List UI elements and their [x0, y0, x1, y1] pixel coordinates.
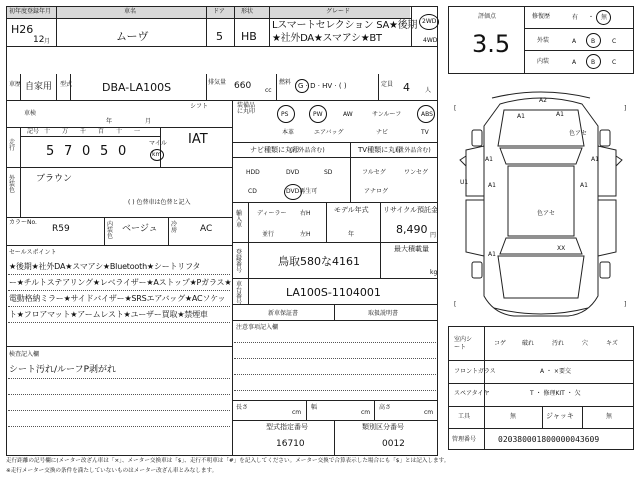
odometer-digit: 5: [100, 144, 109, 159]
damage-mark: A1: [556, 111, 564, 118]
model-label: 型式: [60, 81, 73, 88]
class-num-value: 0012: [382, 439, 405, 449]
equipment-item: PS: [281, 111, 289, 118]
damage-mark: U1: [460, 179, 469, 186]
class-num-label: 類別区分番号: [362, 423, 404, 431]
usage-label: 車歴: [9, 81, 22, 88]
max-load-label: 最大積載量: [394, 245, 429, 253]
interior-eval-label: 内装: [537, 58, 550, 65]
body-shape: HB: [241, 30, 257, 43]
equipment-item-circle: [417, 105, 435, 123]
interior-color-value: ベージュ: [122, 224, 158, 234]
grade-line-2: ★社外DA★スマアシ★BT: [272, 33, 382, 44]
equipment-item: PW: [313, 111, 323, 118]
equipment-item: エアバッグ: [314, 129, 344, 136]
svg-text:[: [: [454, 105, 457, 112]
mgmt-label: 管理番号: [452, 436, 477, 443]
damage-mark: A1: [517, 113, 525, 120]
drive-2wd: 2WD: [422, 18, 437, 25]
color-label: 外装色: [9, 175, 16, 194]
new-warranty-label: 新車保証書: [268, 310, 299, 317]
first-reg-month: 12: [33, 35, 45, 45]
width-label: 幅: [311, 404, 318, 411]
svg-text:]: ]: [624, 105, 627, 112]
odometer-digit: 7: [64, 144, 73, 159]
capacity-label: 定員: [381, 81, 394, 88]
width-unit: cm: [361, 409, 371, 416]
max-load-unit: kg: [430, 269, 438, 276]
first-reg-month-unit: 月: [44, 38, 51, 45]
odometer-digit: 0: [82, 144, 91, 159]
height-unit: cm: [424, 409, 434, 416]
length-label: 長さ: [236, 404, 249, 411]
model-year-label: モデル年式: [334, 206, 369, 214]
odometer-place-label: 十: [44, 128, 51, 135]
sales-line-2: ー★チルトステアリング★レベライザー★Aストップ★Pガラス★: [9, 278, 232, 287]
seat-option: 穴: [582, 340, 589, 347]
damage-mark: A1: [488, 182, 496, 189]
inspection-label: 車検: [24, 110, 37, 117]
car-damage-diagram: [448, 86, 634, 322]
damage-mark: A1: [580, 182, 588, 189]
navi-sd: SD: [324, 169, 333, 176]
odometer-place-label: 百: [98, 128, 105, 135]
odometer-place-label: 一: [134, 128, 141, 135]
door-count: 5: [216, 30, 223, 43]
equipment-item-circle: [309, 105, 327, 123]
recycle-value: 8,490: [396, 223, 428, 236]
equipment-item: ナビ: [376, 129, 389, 136]
navi-title: ナビ種類に丸印: [250, 146, 299, 154]
car-name: ムーヴ: [116, 30, 149, 43]
equipment-item: ABS: [421, 111, 433, 118]
repair-has: 有: [572, 14, 579, 21]
inspection-year: 年: [106, 118, 113, 125]
damage-mark: A1: [485, 156, 493, 163]
glass-label: フロントガラス: [454, 368, 496, 375]
exterior-a: A: [572, 38, 577, 45]
odometer-digit: 5: [46, 144, 55, 159]
usage-value: 自家用: [25, 82, 53, 92]
damage-mark: A2: [539, 97, 547, 104]
equipment-item-circle: [277, 105, 295, 123]
seat-label: 室内シート: [454, 336, 473, 351]
color-code-value: R59: [52, 224, 70, 234]
damage-mark: 色アセ: [537, 210, 555, 217]
mgmt-value: 020380001800000043609: [498, 435, 600, 444]
odometer-label: 走行: [9, 139, 16, 152]
door-label: ドア: [213, 8, 225, 15]
length-unit: cm: [292, 409, 302, 416]
ac-value: AC: [200, 224, 213, 234]
repair-label: 修復歴: [532, 13, 551, 20]
import-label: 輸入車: [236, 210, 243, 229]
model-code: DBA-LA100S: [102, 81, 172, 94]
color-value: ブラウン: [36, 174, 73, 184]
right-hand-label: 右H: [300, 210, 311, 217]
svg-text:[: [: [454, 301, 457, 308]
type-num-label: 型式指定番号: [266, 423, 308, 431]
equipment-item: TV: [421, 129, 429, 136]
footer-line-2: ※走行メーター交換の条件を満たしていないものはメーター改ざん車とみなします。: [6, 468, 218, 474]
equipment-item: 本革: [282, 129, 295, 136]
navi-dvd-play-circle: [284, 184, 302, 200]
sales-line-4: ト★フロアマット★アームレスト★ユーザー買取★禁煙車: [9, 310, 208, 319]
odometer-place-label: 十: [116, 128, 123, 135]
height-label: 高さ: [379, 404, 392, 411]
odometer-place-label: 記号: [27, 128, 40, 135]
inspector-notes-text: シート汚れ/ルーフP剥がれ: [9, 365, 117, 375]
interior-a: A: [572, 59, 577, 66]
exterior-b: B: [591, 38, 596, 45]
navi-hdd: HDD: [246, 169, 260, 176]
km-label: km: [152, 151, 162, 158]
tv-title: TV種類に丸印: [358, 146, 403, 154]
interior-b: B: [591, 59, 596, 66]
mile-label: マイル: [149, 140, 167, 147]
inspection-month: 月: [145, 118, 152, 125]
seat-option: 汚れ: [552, 340, 565, 347]
color-code-label: カラーNo.: [9, 219, 37, 226]
name-label: 車名: [124, 8, 137, 15]
odometer-place-label: 万: [62, 128, 69, 135]
score-label: 評価点: [478, 13, 497, 20]
notes-label: 注意事項記入欄: [236, 324, 279, 331]
damage-mark: A1: [591, 156, 599, 163]
navi-sub: (社外品含む): [290, 147, 325, 154]
capacity-unit: 人: [425, 87, 432, 94]
left-hand-label: 左H: [300, 231, 311, 238]
model-year-unit: 年: [348, 231, 355, 238]
tv-analog: アナログ: [364, 188, 389, 195]
first-reg-label: 初年度登録年月: [9, 8, 52, 15]
capacity-value: 4: [403, 81, 410, 94]
type-num-value: 16710: [276, 439, 305, 449]
drive-4wd: 4WD: [423, 37, 438, 44]
grade-label: グレード: [326, 8, 351, 15]
navi-cd: CD: [248, 188, 257, 195]
shape-label: 形状: [241, 8, 254, 15]
odometer-digit: 0: [118, 144, 127, 159]
shift-label: シフト: [190, 103, 209, 110]
odometer-place-label: 千: [80, 128, 87, 135]
grade-line-1: Lスマートセレクション SA★後期: [272, 20, 418, 31]
manual-label: 取扱説明書: [368, 310, 399, 317]
seat-option: コゲ: [494, 340, 507, 347]
equipment-item: AW: [343, 111, 353, 118]
jack-value: 無: [606, 413, 613, 420]
equipment-item: サンルーフ: [372, 111, 402, 118]
parallel-label: 並行: [262, 231, 275, 238]
damage-mark: 色アセ: [569, 130, 587, 137]
interior-c: C: [612, 59, 617, 66]
spare-options: T ・ 修理KIT ・ 欠: [530, 390, 581, 397]
fuel-options: G · D · HV · ( ): [298, 82, 347, 90]
jack-label: ジャッキ: [546, 412, 574, 420]
damage-mark: A1: [488, 251, 496, 258]
sales-line-1: ★後期★社外DA★スマアシ★Bluetooth★シートリフタ: [9, 262, 201, 271]
equipment-label: 装備品に丸印: [237, 102, 256, 115]
inspector-notes-label: 検査記入欄: [9, 351, 40, 358]
interior-color-label: 内装色: [107, 221, 114, 240]
displacement-label: 排気量: [208, 79, 227, 86]
chassis-label: 車台番号: [236, 281, 243, 306]
seat-option: 破れ: [522, 340, 535, 347]
tv-oneseg: ワンセグ: [404, 169, 429, 176]
navi-dvd-play: DVD再生可: [286, 188, 318, 195]
score-value: 3.5: [472, 30, 511, 58]
dealer-label: ディーラー: [257, 210, 287, 217]
plate-label: 登録番号: [236, 249, 243, 274]
plate-value: 鳥取580な4161: [278, 255, 360, 268]
sales-line-3: 電動格納ミラー★サイドバイザー★SRSエアバッグ★ACソケッ: [9, 294, 226, 303]
svg-text:]: ]: [624, 301, 627, 308]
ac-label: 冷房: [171, 221, 178, 234]
tools-label: 工具: [458, 413, 471, 420]
sales-points-label: セールスポイント: [9, 249, 57, 256]
displacement-value: 660: [234, 81, 252, 91]
seat-option: キズ: [606, 340, 618, 347]
footer-line-1: 走行距離の記号欄に(メーター改ざん車は「×」、メーター交換車は「$」、走行不明車は「#」を記入してください。メーター交換で合算表示した場合にも「$」とは記入します。: [6, 458, 450, 464]
exterior-c: C: [612, 38, 617, 45]
shift-value: IAT: [188, 132, 208, 147]
first-reg-year: H26: [11, 23, 34, 36]
color-note: ( ) 色替車は色替と記入: [128, 199, 191, 206]
chassis-value: LA100S-1104001: [286, 286, 381, 299]
tv-sub: (社外品含む): [396, 147, 431, 154]
spare-label: スペアタイヤ: [454, 390, 490, 397]
tv-fullseg: フルセグ: [362, 169, 386, 176]
navi-dvd: DVD: [286, 169, 300, 176]
exterior-label: 外装: [537, 37, 550, 44]
displacement-unit: cc: [265, 87, 272, 94]
recycle-unit: 円: [430, 232, 437, 239]
glass-options: A ・ ×要交: [540, 368, 571, 375]
tools-value: 無: [510, 413, 517, 420]
recycle-label: リサイクル預託金: [383, 206, 439, 214]
repair-none: 無: [601, 14, 608, 21]
fuel-label: 燃料: [279, 79, 292, 86]
damage-mark: XX: [557, 245, 566, 252]
